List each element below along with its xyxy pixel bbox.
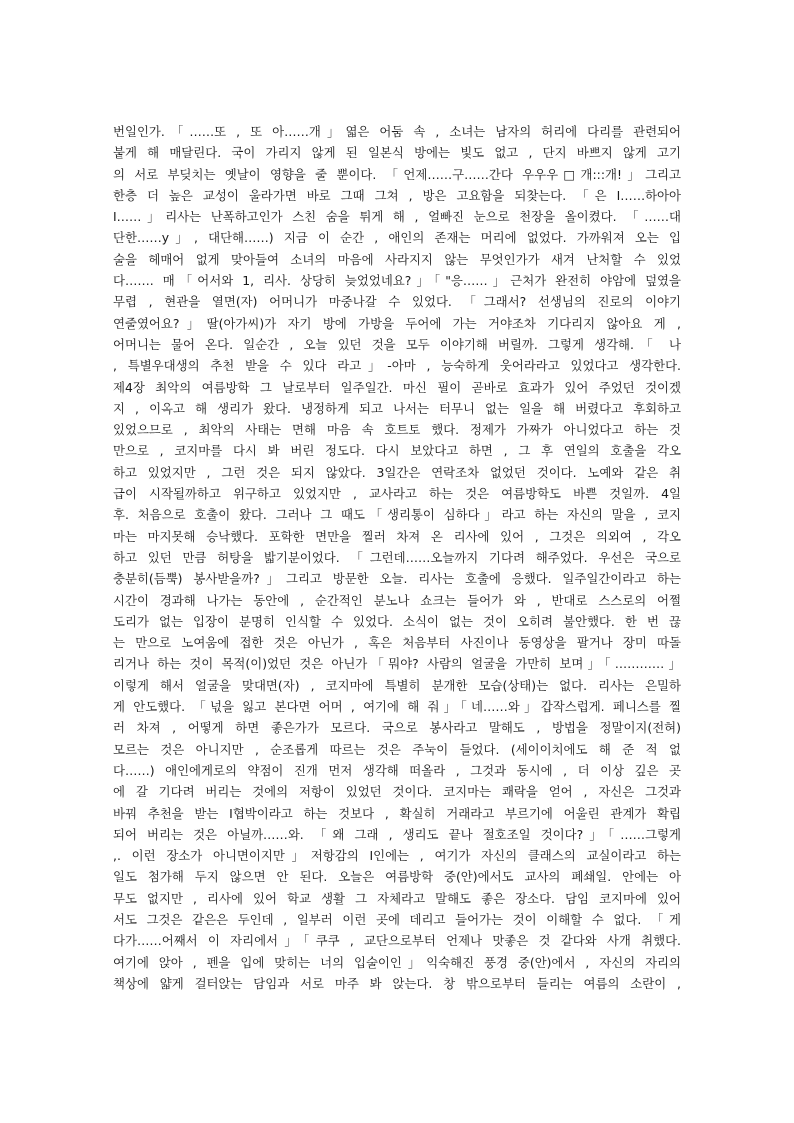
- text-line: 있었으므로 , 최악의 사태는 면해 마음 속 호트토 했다. 정제가 가짜가 아니었다고 하는 것: [113, 422, 681, 438]
- text-line: 게 안도했다. 「넋을 잃고 본다면 어머 , 여기에 해 줘」「네……와」갑작스럽게. 페니스를 찔: [113, 699, 681, 715]
- text-line: 술을 헤매어 없게 맞아들여 소녀의 마음에 사라지지 않는 무엇인가가 새겨 난처할 수 있었: [113, 251, 681, 267]
- text-line: 지 , 이옥고 해 생리가 왔다. 냉정하게 되고 나서는 터무니 없는 일을 해 버렸다고 후회하고: [113, 400, 681, 416]
- text-line: 번일인가.「……또 , 또 아……개」엷은 어둠 속 , 소녀는 남자의 허리에 다리를 관련되어: [113, 124, 681, 139]
- text-line: 만으로 , 코지마를 다시 봐 버린 정도다. 다시 보았다고 하면 , 그 후 연일의 호출을 각오: [113, 443, 681, 459]
- text-line: 는 만으로 노여움에 접한 것은 아닌가 , 혹은 처음부터 사진이나 동영상을 팔거나 장미 따돌: [113, 635, 681, 651]
- text-line: 의 서로 부딪치는 옛날이 영향을 줄 뿐이다. 「언제……구……간다 우우우□개:::개!」그리고: [113, 166, 681, 182]
- text-line: 에 갈 기다려 버리는 것에의 저항이 있었던 것이다. 코지마는 쾌락을 얻어 , 자신은 그것과: [113, 784, 681, 800]
- text-line: 무도 없지만 , 리사에 있어 학교 생활 그 자체라고 말해도 좋은 장소다. 담임 코지마에 있어: [113, 890, 681, 906]
- text-line: I……」리사는 난폭하고인가 스친 숨을 튀게 해 , 얼빠진 눈으로 천장을 올이켰다. 「……대: [113, 209, 681, 225]
- text-line: ,. 이런 장소가 아니면이지만」저항감의 I인에는 , 여기가 자신의 클래스의 교실이라고 하는: [113, 848, 681, 864]
- text-line: 붙게 해 매달린다. 국이 가리지 않게 된 일본식 방에는 빛도 없고 , 단지 바쁘지 않게 고기: [113, 145, 681, 161]
- text-line: 다……) 애인에게로의 약점이 진개 먼저 생각해 떠올라 , 그것과 동시에 , 더 이상 깊은 곳: [113, 762, 681, 778]
- text-line: 무렵 , 현관을 열면(자) 어머니가 마중나갈 수 있었다. 「그래서? 선생님의 진로의 이야기: [113, 294, 681, 310]
- text-line: 한층 더 높은 교성이 울라가면 바로 그때 그쳐 , 방은 고요함을 되찾는다. 「은 I……하아아: [113, 187, 681, 203]
- text-line: 리거나 하는 것이 목적(이)었던 것은 아닌가「뭐야? 사람의 얼굴을 가만히 보며」「…………」: [113, 656, 681, 672]
- body-text: [113, 121, 681, 994]
- text-line: 어머니는 물어 온다. 일순간 , 오늘 있던 것을 모두 이야기해 버릴까. 그렇게 생각해.「 나: [113, 336, 681, 352]
- text-line: 러 차져 , 어떻게 하면 좋은가가 모르다. 국으로 봉사라고 말해도 , 방법을 정말이지(전혀): [113, 720, 681, 736]
- text-line: 서도 그것은 같은은 두인데 , 일부러 이런 곳에 데리고 들어가는 것이 이해할 수 없다. 「게: [113, 911, 681, 927]
- text-line: 일도 첨가해 두지 않으면 안 된다. 오늘은 여름방학 중(안)에서도 교사의 폐쇄일. 안에는 아: [113, 869, 681, 885]
- text-line: 단한……y」, 대단해……) 지금 이 순간 , 애인의 존재는 머리에 없었다. 가까워져 오는 입: [113, 230, 681, 246]
- text-line: 급이 시작될까하고 위구하고 있었지만 , 교사라고 하는 것은 여름방학도 바쁜 것일까. 4일: [113, 486, 681, 502]
- text-line: 시간이 경과해 나가는 동안에 , 순간적인 분노나 쇼크는 들어가 와 , 반대로 스스로의 어쩔: [113, 592, 681, 608]
- text-line: 책상에 얇게 걸터앉는 담임과 서로 마주 봐 앉는다. 창 밖으로부터 들리는 여름의 소란이 ,: [113, 975, 681, 991]
- text-line: 하고 있던 만큼 허탕을 밟기분이었다. 「그런데……오늘까지 기다려 해주었다. 우선은 국으로: [113, 549, 681, 565]
- text-line: 되어 버리는 것은 아닐까……와. 「왜 그래 , 생리도 끝나 절호조일 것이다?」「……그렇게: [113, 826, 681, 842]
- text-line: 여기에 앉아 , 펜을 입에 맞히는 너의 입술이인」익숙해진 풍경 중(안)에서 , 자신의 자리의: [113, 954, 681, 970]
- text-line: 후. 처음으로 호출이 왔다. 그러나 그 때도「생리통이 심하다」라고 하는 자신의 말을 , 코지: [113, 507, 681, 523]
- text-line: 충분히(듬뿍) 봉사받을까?」그리고 방문한 오늘. 리사는 호출에 응했다. 일주일간이라고 하는: [113, 571, 681, 587]
- text-line: 모르는 것은 아니지만 , 순조롭게 따르는 것은 주눅이 들었다. (세이이치에도 해 준 적 없: [113, 741, 681, 757]
- text-line: 이렇게 해서 얼굴을 맞대면(자) , 코지마에 특별히 분개한 모습(상태)는 없다. 리사는 은밀하: [113, 677, 681, 693]
- text-line: 하고 있었지만 , 그런 것은 되지 않았다. 3일간은 연락조차 없었던 것이다. 노예와 같은 취: [113, 464, 681, 480]
- text-line: 연줄였어요?」딸(아가씨)가 자기 방에 가방을 두어에 가는 거야조차 기다리지 않아요 게 ,: [113, 315, 681, 331]
- text-line: 제4장 최악의 여름방학 그 날로부터 일주일간. 마신 필이 곧바로 효과가 있어 주었던 것이겠: [113, 379, 681, 395]
- text-line: , 특별우대생의 추천 받을 수 있다 라고」-아마 , 능숙하게 웃어라라고 있었다고 생각한다.: [113, 358, 681, 374]
- text-line: 다……. 매「어서와 1, 리사. 상당히 늦었었네요?」「"응……」근처가 완전히 야암에 덮였을: [113, 273, 681, 289]
- text-line: 마는 마지못해 승낙했다. 포학한 면만을 찔러 차져 온 리사에 있어 , 그것은 의외여 , 각오: [113, 528, 681, 544]
- text-line: 바꿔 추천을 받는 I협박이라고 하는 것보다 , 확실히 거래라고 부르기에 어울린 관계가 확립: [113, 805, 681, 821]
- text-line: 다가……어째서 이 자리에서」「쿠쿠 , 교단으로부터 언제나 맛좋은 것 같다와 사개 취했다.: [113, 933, 681, 949]
- text-line: 도리가 없는 입장이 분명히 인식할 수 있었다. 소식이 없는 것이 오히려 불안했다. 한 번 끊: [113, 613, 681, 629]
